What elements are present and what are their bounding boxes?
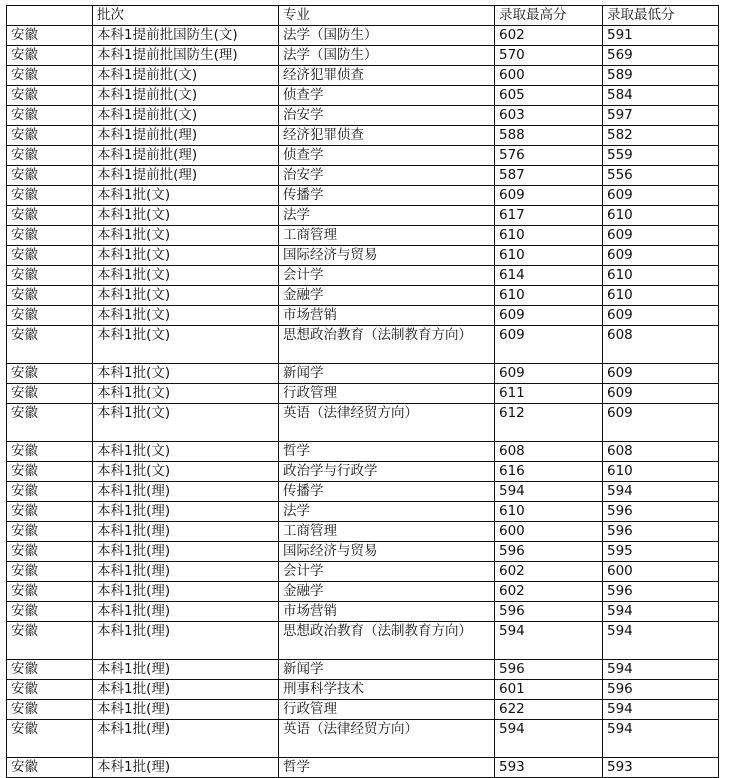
header-max-score: 录取最高分 xyxy=(495,6,603,26)
cell-province: 安徽 xyxy=(7,106,93,126)
cell-min-score: 608 xyxy=(603,326,719,364)
cell-major: 英语（法律经贸方向） xyxy=(279,404,495,442)
table-row xyxy=(7,246,719,266)
table-row xyxy=(7,660,719,680)
cell-batch: 本科1批(文) xyxy=(93,206,279,226)
cell-max-score: 596 xyxy=(495,602,603,622)
cell-max-score: 605 xyxy=(495,86,603,106)
cell-batch: 本科1批(文) xyxy=(93,266,279,286)
cell-min-score: 609 xyxy=(603,186,719,206)
header-major: 专业 xyxy=(279,6,495,26)
cell-province: 安徽 xyxy=(7,126,93,146)
cell-province: 安徽 xyxy=(7,680,93,700)
table-row xyxy=(7,758,719,778)
cell-province: 安徽 xyxy=(7,622,93,660)
table-row xyxy=(7,126,719,146)
cell-min-score: 556 xyxy=(603,166,719,186)
cell-batch: 本科1批(理) xyxy=(93,582,279,602)
table-row xyxy=(7,326,719,364)
cell-batch: 本科1批(文) xyxy=(93,364,279,384)
cell-province: 安徽 xyxy=(7,266,93,286)
cell-province: 安徽 xyxy=(7,602,93,622)
cell-max-score: 610 xyxy=(495,502,603,522)
cell-major: 行政管理 xyxy=(279,384,495,404)
cell-province: 安徽 xyxy=(7,502,93,522)
cell-max-score: 614 xyxy=(495,266,603,286)
cell-batch: 本科1批(理) xyxy=(93,602,279,622)
cell-major: 市场营销 xyxy=(279,602,495,622)
cell-province: 安徽 xyxy=(7,542,93,562)
cell-major: 新闻学 xyxy=(279,660,495,680)
table-row xyxy=(7,502,719,522)
cell-min-score: 594 xyxy=(603,660,719,680)
cell-major: 会计学 xyxy=(279,562,495,582)
table-row xyxy=(7,522,719,542)
table-row xyxy=(7,186,719,206)
cell-province: 安徽 xyxy=(7,442,93,462)
table-row xyxy=(7,166,719,186)
cell-major: 国际经济与贸易 xyxy=(279,542,495,562)
cell-batch: 本科1批(文) xyxy=(93,384,279,404)
table-row xyxy=(7,622,719,660)
cell-batch: 本科1批(文) xyxy=(93,306,279,326)
cell-province: 安徽 xyxy=(7,326,93,364)
table-row xyxy=(7,206,719,226)
table-row xyxy=(7,146,719,166)
cell-major: 行政管理 xyxy=(279,700,495,720)
cell-major: 经济犯罪侦查 xyxy=(279,66,495,86)
cell-max-score: 594 xyxy=(495,720,603,758)
cell-major: 哲学 xyxy=(279,442,495,462)
cell-major: 传播学 xyxy=(279,482,495,502)
cell-min-score: 597 xyxy=(603,106,719,126)
cell-major: 传播学 xyxy=(279,186,495,206)
cell-major: 治安学 xyxy=(279,106,495,126)
table-row xyxy=(7,700,719,720)
cell-min-score: 610 xyxy=(603,266,719,286)
cell-major: 法学 xyxy=(279,502,495,522)
cell-province: 安徽 xyxy=(7,286,93,306)
cell-batch: 本科1提前批(文) xyxy=(93,66,279,86)
cell-max-score: 617 xyxy=(495,206,603,226)
table-row xyxy=(7,462,719,482)
cell-max-score: 611 xyxy=(495,384,603,404)
cell-max-score: 600 xyxy=(495,522,603,542)
table-row xyxy=(7,46,719,66)
table-row xyxy=(7,26,719,46)
cell-max-score: 576 xyxy=(495,146,603,166)
cell-batch: 本科1提前批(文) xyxy=(93,86,279,106)
cell-province: 安徽 xyxy=(7,146,93,166)
cell-province: 安徽 xyxy=(7,700,93,720)
cell-batch: 本科1提前批国防生(理) xyxy=(93,46,279,66)
cell-province: 安徽 xyxy=(7,226,93,246)
cell-major: 经济犯罪侦查 xyxy=(279,126,495,146)
cell-major: 思想政治教育（法制教育方向） xyxy=(279,622,495,660)
cell-batch: 本科1批(文) xyxy=(93,186,279,206)
table-row xyxy=(7,364,719,384)
table-row xyxy=(7,306,719,326)
cell-min-score: 589 xyxy=(603,66,719,86)
cell-max-score: 610 xyxy=(495,286,603,306)
cell-max-score: 596 xyxy=(495,660,603,680)
cell-province: 安徽 xyxy=(7,166,93,186)
cell-major: 金融学 xyxy=(279,286,495,306)
cell-batch: 本科1提前批国防生(文) xyxy=(93,26,279,46)
cell-batch: 本科1提前批(理) xyxy=(93,166,279,186)
cell-batch: 本科1提前批(理) xyxy=(93,126,279,146)
cell-min-score: 596 xyxy=(603,502,719,522)
cell-min-score: 608 xyxy=(603,442,719,462)
cell-province: 安徽 xyxy=(7,66,93,86)
table-row xyxy=(7,482,719,502)
cell-max-score: 609 xyxy=(495,306,603,326)
cell-batch: 本科1提前批(理) xyxy=(93,146,279,166)
cell-batch: 本科1提前批(文) xyxy=(93,106,279,126)
table-row xyxy=(7,720,719,758)
cell-batch: 本科1批(理) xyxy=(93,522,279,542)
cell-min-score: 610 xyxy=(603,286,719,306)
cell-min-score: 593 xyxy=(603,758,719,778)
table-row xyxy=(7,286,719,306)
cell-min-score: 594 xyxy=(603,700,719,720)
table-row xyxy=(7,582,719,602)
cell-min-score: 610 xyxy=(603,206,719,226)
cell-major: 哲学 xyxy=(279,758,495,778)
cell-major: 国际经济与贸易 xyxy=(279,246,495,266)
cell-major: 工商管理 xyxy=(279,226,495,246)
cell-major: 新闻学 xyxy=(279,364,495,384)
cell-max-score: 602 xyxy=(495,26,603,46)
cell-max-score: 609 xyxy=(495,326,603,364)
cell-max-score: 610 xyxy=(495,246,603,266)
table-row xyxy=(7,542,719,562)
cell-major: 治安学 xyxy=(279,166,495,186)
cell-batch: 本科1批(文) xyxy=(93,326,279,364)
header-batch: 批次 xyxy=(93,6,279,26)
cell-min-score: 609 xyxy=(603,306,719,326)
cell-major: 法学 xyxy=(279,206,495,226)
cell-max-score: 594 xyxy=(495,622,603,660)
table-body xyxy=(7,26,719,778)
table-row xyxy=(7,66,719,86)
cell-min-score: 569 xyxy=(603,46,719,66)
cell-major: 法学（国防生） xyxy=(279,46,495,66)
cell-max-score: 609 xyxy=(495,186,603,206)
cell-batch: 本科1批(文) xyxy=(93,462,279,482)
cell-max-score: 608 xyxy=(495,442,603,462)
cell-min-score: 594 xyxy=(603,720,719,758)
table-row xyxy=(7,602,719,622)
cell-min-score: 609 xyxy=(603,226,719,246)
cell-max-score: 616 xyxy=(495,462,603,482)
cell-province: 安徽 xyxy=(7,404,93,442)
cell-max-score: 602 xyxy=(495,582,603,602)
cell-province: 安徽 xyxy=(7,384,93,404)
cell-major: 会计学 xyxy=(279,266,495,286)
cell-major: 刑事科学技术 xyxy=(279,680,495,700)
cell-major: 侦查学 xyxy=(279,146,495,166)
cell-min-score: 596 xyxy=(603,680,719,700)
cell-batch: 本科1批(文) xyxy=(93,442,279,462)
cell-province: 安徽 xyxy=(7,306,93,326)
cell-max-score: 603 xyxy=(495,106,603,126)
cell-max-score: 609 xyxy=(495,364,603,384)
cell-batch: 本科1批(理) xyxy=(93,700,279,720)
table-row xyxy=(7,226,719,246)
table-row xyxy=(7,562,719,582)
cell-min-score: 582 xyxy=(603,126,719,146)
cell-min-score: 559 xyxy=(603,146,719,166)
cell-major: 金融学 xyxy=(279,582,495,602)
cell-max-score: 587 xyxy=(495,166,603,186)
cell-province: 安徽 xyxy=(7,364,93,384)
cell-province: 安徽 xyxy=(7,522,93,542)
cell-province: 安徽 xyxy=(7,562,93,582)
cell-batch: 本科1批(理) xyxy=(93,758,279,778)
cell-batch: 本科1批(理) xyxy=(93,680,279,700)
cell-major: 市场营销 xyxy=(279,306,495,326)
cell-max-score: 596 xyxy=(495,542,603,562)
cell-max-score: 570 xyxy=(495,46,603,66)
cell-province: 安徽 xyxy=(7,186,93,206)
cell-province: 安徽 xyxy=(7,758,93,778)
table-row xyxy=(7,442,719,462)
cell-batch: 本科1批(理) xyxy=(93,562,279,582)
table-header xyxy=(7,6,719,26)
cell-province: 安徽 xyxy=(7,206,93,226)
cell-province: 安徽 xyxy=(7,462,93,482)
cell-major: 法学（国防生） xyxy=(279,26,495,46)
cell-major: 侦查学 xyxy=(279,86,495,106)
cell-batch: 本科1批(理) xyxy=(93,720,279,758)
cell-province: 安徽 xyxy=(7,482,93,502)
table-row xyxy=(7,86,719,106)
cell-province: 安徽 xyxy=(7,582,93,602)
cell-province: 安徽 xyxy=(7,26,93,46)
cell-batch: 本科1批(文) xyxy=(93,246,279,266)
cell-min-score: 596 xyxy=(603,582,719,602)
table-row xyxy=(7,106,719,126)
cell-min-score: 591 xyxy=(603,26,719,46)
cell-batch: 本科1批(文) xyxy=(93,226,279,246)
cell-min-score: 609 xyxy=(603,364,719,384)
cell-batch: 本科1批(理) xyxy=(93,622,279,660)
cell-major: 英语（法律经贸方向） xyxy=(279,720,495,758)
cell-max-score: 602 xyxy=(495,562,603,582)
cell-province: 安徽 xyxy=(7,660,93,680)
cell-major: 工商管理 xyxy=(279,522,495,542)
cell-min-score: 594 xyxy=(603,602,719,622)
cell-max-score: 612 xyxy=(495,404,603,442)
cell-major: 政治学与行政学 xyxy=(279,462,495,482)
cell-batch: 本科1批(文) xyxy=(93,404,279,442)
cell-batch: 本科1批(理) xyxy=(93,502,279,522)
table-row xyxy=(7,384,719,404)
cell-min-score: 595 xyxy=(603,542,719,562)
cell-max-score: 593 xyxy=(495,758,603,778)
cell-min-score: 609 xyxy=(603,384,719,404)
cell-min-score: 584 xyxy=(603,86,719,106)
cell-max-score: 588 xyxy=(495,126,603,146)
cell-max-score: 610 xyxy=(495,226,603,246)
header-min-score: 录取最低分 xyxy=(603,6,719,26)
cell-province: 安徽 xyxy=(7,720,93,758)
cell-min-score: 609 xyxy=(603,246,719,266)
cell-major: 思想政治教育（法制教育方向） xyxy=(279,326,495,364)
cell-province: 安徽 xyxy=(7,246,93,266)
cell-batch: 本科1批(理) xyxy=(93,660,279,680)
table-row xyxy=(7,266,719,286)
header-row xyxy=(7,6,719,26)
cell-max-score: 594 xyxy=(495,482,603,502)
cell-batch: 本科1批(理) xyxy=(93,482,279,502)
cell-min-score: 600 xyxy=(603,562,719,582)
header-province xyxy=(7,6,93,26)
table-row xyxy=(7,404,719,442)
cell-min-score: 594 xyxy=(603,482,719,502)
cell-min-score: 609 xyxy=(603,404,719,442)
cell-max-score: 601 xyxy=(495,680,603,700)
cell-batch: 本科1批(理) xyxy=(93,542,279,562)
cell-max-score: 600 xyxy=(495,66,603,86)
cell-province: 安徽 xyxy=(7,86,93,106)
cell-province: 安徽 xyxy=(7,46,93,66)
table-row xyxy=(7,680,719,700)
cell-min-score: 594 xyxy=(603,622,719,660)
cell-min-score: 610 xyxy=(603,462,719,482)
cell-min-score: 596 xyxy=(603,522,719,542)
cell-max-score: 622 xyxy=(495,700,603,720)
cell-batch: 本科1批(文) xyxy=(93,286,279,306)
admission-scores-table xyxy=(6,5,719,778)
